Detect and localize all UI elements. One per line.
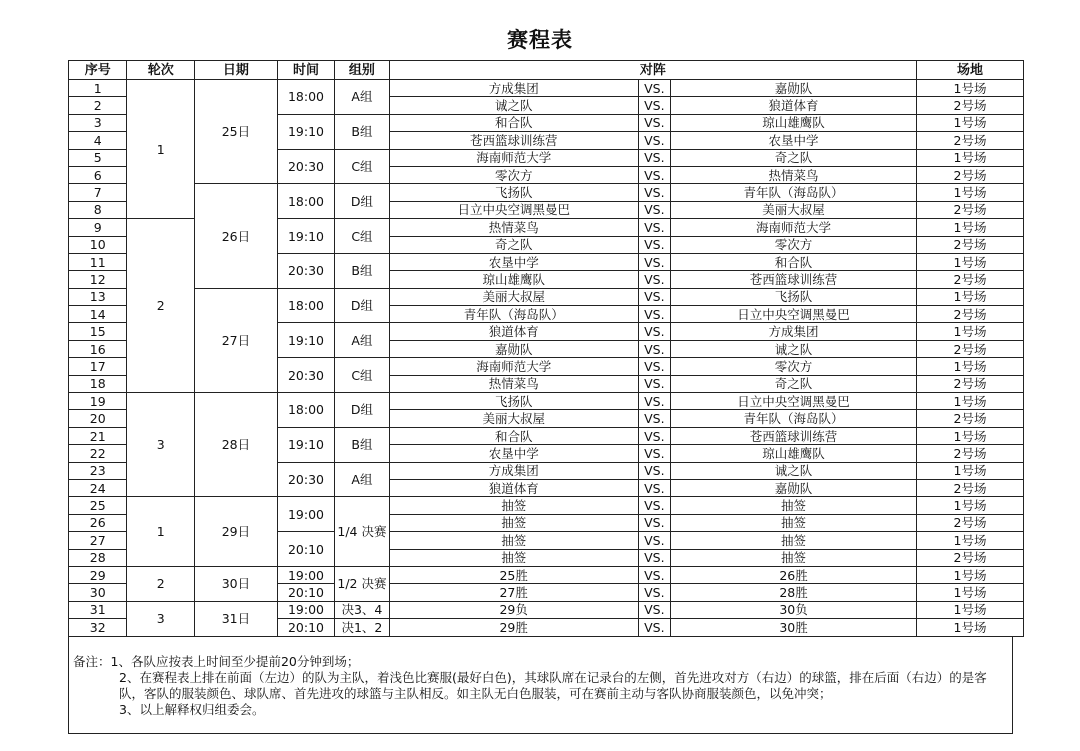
cell-vs: VS.	[638, 532, 670, 549]
cell-vs: VS.	[638, 323, 670, 340]
cell-no: 3	[69, 114, 127, 131]
schedule-body	[69, 80, 1024, 637]
cell-away-team: 方成集团	[671, 323, 917, 340]
cell-away-team: 30负	[671, 601, 917, 618]
table-row	[69, 601, 1024, 618]
cell-group: C组	[335, 358, 389, 393]
cell-home-team: 美丽大叔屋	[389, 288, 638, 305]
table-header-row	[69, 61, 1024, 80]
cell-away-team: 日立中央空调黑曼巴	[671, 393, 917, 410]
cell-time: 19:10	[277, 427, 334, 462]
cell-home-team: 29负	[389, 601, 638, 618]
cell-no: 31	[69, 601, 127, 618]
cell-no: 14	[69, 306, 127, 323]
cell-no: 13	[69, 288, 127, 305]
cell-home-team: 方成集团	[389, 80, 638, 97]
cell-away-team: 奇之队	[671, 149, 917, 166]
cell-away-team: 抽签	[671, 532, 917, 549]
cell-home-team: 诚之队	[389, 97, 638, 114]
cell-away-team: 零次方	[671, 358, 917, 375]
cell-venue: 2号场	[917, 306, 1024, 323]
cell-away-team: 26胜	[671, 566, 917, 583]
cell-date: 26日	[195, 184, 278, 288]
cell-vs: VS.	[638, 427, 670, 444]
cell-date: 29日	[195, 497, 278, 567]
cell-time: 20:10	[277, 532, 334, 567]
cell-home-team: 狼道体育	[389, 479, 638, 496]
cell-venue: 1号场	[917, 462, 1024, 479]
cell-vs: VS.	[638, 479, 670, 496]
cell-time: 18:00	[277, 80, 334, 115]
cell-no: 12	[69, 271, 127, 288]
cell-date: 25日	[195, 80, 278, 184]
cell-group: 1/4 决赛	[335, 497, 389, 567]
cell-venue: 2号场	[917, 340, 1024, 357]
cell-away-team: 诚之队	[671, 340, 917, 357]
cell-group: A组	[335, 323, 389, 358]
cell-away-team: 奇之队	[671, 375, 917, 392]
cell-venue: 2号场	[917, 549, 1024, 566]
cell-away-team: 抽签	[671, 549, 917, 566]
cell-vs: VS.	[638, 149, 670, 166]
page-title: 赛程表	[507, 28, 573, 52]
header-group: 组别	[335, 61, 389, 80]
cell-away-team: 日立中央空调黑曼巴	[671, 306, 917, 323]
cell-home-team: 海南师范大学	[389, 358, 638, 375]
cell-group: B组	[335, 427, 389, 462]
cell-no: 30	[69, 584, 127, 601]
cell-home-team: 抽签	[389, 497, 638, 514]
cell-home-team: 25胜	[389, 566, 638, 583]
cell-no: 6	[69, 166, 127, 183]
cell-no: 28	[69, 549, 127, 566]
cell-vs: VS.	[638, 201, 670, 218]
cell-no: 1	[69, 80, 127, 97]
cell-venue: 1号场	[917, 358, 1024, 375]
cell-vs: VS.	[638, 236, 670, 253]
table-row	[69, 80, 1024, 97]
cell-venue: 1号场	[917, 619, 1024, 636]
cell-vs: VS.	[638, 393, 670, 410]
cell-no: 9	[69, 219, 127, 236]
header-time: 时间	[277, 61, 334, 80]
cell-away-team: 28胜	[671, 584, 917, 601]
cell-time: 20:30	[277, 149, 334, 184]
cell-group: A组	[335, 462, 389, 497]
cell-vs: VS.	[638, 114, 670, 131]
table-row	[69, 288, 1024, 305]
cell-vs: VS.	[638, 514, 670, 531]
cell-home-team: 抽签	[389, 549, 638, 566]
cell-time: 19:10	[277, 114, 334, 149]
cell-venue: 1号场	[917, 253, 1024, 270]
cell-home-team: 嘉勋队	[389, 340, 638, 357]
cell-time: 20:30	[277, 358, 334, 393]
header-match: 对阵	[389, 61, 916, 80]
cell-venue: 2号场	[917, 132, 1024, 149]
header-date: 日期	[195, 61, 278, 80]
cell-home-team: 27胜	[389, 584, 638, 601]
cell-vs: VS.	[638, 340, 670, 357]
cell-away-team: 嘉勋队	[671, 80, 917, 97]
cell-vs: VS.	[638, 219, 670, 236]
note-line-2: 2、在赛程表上排在前面（左边）的队为主队，着浅色比赛服(最好白色)，其球队席在记录台的左侧，首先进攻对方（右边）的球篮，排在后面（右边）的是客队，客队的服装颜色、球队席、首先进攻的球篮与主队相反。如主队无白色服装，可在赛前主动与客队协商服装颜色，以免冲突；	[119, 670, 987, 701]
cell-no: 18	[69, 375, 127, 392]
cell-home-team: 日立中央空调黑曼巴	[389, 201, 638, 218]
cell-venue: 2号场	[917, 166, 1024, 183]
cell-time: 20:10	[277, 584, 334, 601]
cell-away-team: 琼山雄鹰队	[671, 114, 917, 131]
cell-vs: VS.	[638, 358, 670, 375]
cell-group: B组	[335, 114, 389, 149]
cell-time: 18:00	[277, 184, 334, 219]
cell-away-team: 狼道体育	[671, 97, 917, 114]
cell-venue: 2号场	[917, 97, 1024, 114]
cell-no: 10	[69, 236, 127, 253]
cell-venue: 1号场	[917, 114, 1024, 131]
cell-vs: VS.	[638, 549, 670, 566]
cell-home-team: 零次方	[389, 166, 638, 183]
cell-vs: VS.	[638, 184, 670, 201]
cell-venue: 2号场	[917, 201, 1024, 218]
cell-vs: VS.	[638, 306, 670, 323]
cell-away-team: 苍西篮球训练营	[671, 271, 917, 288]
cell-venue: 1号场	[917, 219, 1024, 236]
cell-vs: VS.	[638, 584, 670, 601]
cell-vs: VS.	[638, 497, 670, 514]
cell-no: 23	[69, 462, 127, 479]
cell-no: 19	[69, 393, 127, 410]
cell-home-team: 美丽大叔屋	[389, 410, 638, 427]
cell-home-team: 飞扬队	[389, 393, 638, 410]
cell-away-team: 农垦中学	[671, 132, 917, 149]
cell-no: 8	[69, 201, 127, 218]
cell-no: 26	[69, 514, 127, 531]
cell-vs: VS.	[638, 132, 670, 149]
cell-no: 7	[69, 184, 127, 201]
cell-time: 19:00	[277, 601, 334, 618]
cell-group: 决3、4	[335, 601, 389, 618]
cell-away-team: 热情菜鸟	[671, 166, 917, 183]
cell-group: 决1、2	[335, 619, 389, 636]
cell-vs: VS.	[638, 166, 670, 183]
cell-venue: 1号场	[917, 288, 1024, 305]
cell-no: 15	[69, 323, 127, 340]
cell-venue: 1号场	[917, 497, 1024, 514]
cell-venue: 1号场	[917, 393, 1024, 410]
cell-venue: 2号场	[917, 271, 1024, 288]
cell-home-team: 狼道体育	[389, 323, 638, 340]
cell-away-team: 30胜	[671, 619, 917, 636]
cell-away-team: 零次方	[671, 236, 917, 253]
table-row	[69, 393, 1024, 410]
cell-group: B组	[335, 253, 389, 288]
header-venue: 场地	[917, 61, 1024, 80]
cell-home-team: 农垦中学	[389, 253, 638, 270]
cell-away-team: 苍西篮球训练营	[671, 427, 917, 444]
cell-venue: 1号场	[917, 149, 1024, 166]
cell-venue: 2号场	[917, 514, 1024, 531]
cell-vs: VS.	[638, 288, 670, 305]
table-row	[69, 184, 1024, 201]
cell-venue: 1号场	[917, 532, 1024, 549]
cell-time: 20:30	[277, 253, 334, 288]
cell-venue: 2号场	[917, 236, 1024, 253]
cell-vs: VS.	[638, 97, 670, 114]
cell-time: 20:30	[277, 462, 334, 497]
cell-away-team: 飞扬队	[671, 288, 917, 305]
cell-time: 19:00	[277, 497, 334, 532]
cell-round: 3	[127, 393, 195, 497]
cell-round: 1	[127, 80, 195, 219]
cell-home-team: 热情菜鸟	[389, 375, 638, 392]
cell-home-team: 抽签	[389, 514, 638, 531]
cell-no: 21	[69, 427, 127, 444]
note-line-1: 备注：1、各队应按表上时间至少提前20分钟到场；	[73, 654, 360, 669]
cell-vs: VS.	[638, 601, 670, 618]
cell-away-team: 青年队（海岛队）	[671, 184, 917, 201]
cell-group: D组	[335, 184, 389, 219]
cell-away-team: 诚之队	[671, 462, 917, 479]
cell-home-team: 和合队	[389, 114, 638, 131]
cell-vs: VS.	[638, 271, 670, 288]
cell-home-team: 琼山雄鹰队	[389, 271, 638, 288]
cell-venue: 2号场	[917, 479, 1024, 496]
cell-away-team: 嘉勋队	[671, 479, 917, 496]
table-row	[69, 566, 1024, 583]
notes-box	[68, 636, 1013, 734]
cell-no: 5	[69, 149, 127, 166]
cell-vs: VS.	[638, 445, 670, 462]
cell-venue: 1号场	[917, 184, 1024, 201]
cell-home-team: 29胜	[389, 619, 638, 636]
cell-venue: 1号场	[917, 323, 1024, 340]
cell-group: D组	[335, 393, 389, 428]
cell-home-team: 和合队	[389, 427, 638, 444]
cell-home-team: 热情菜鸟	[389, 219, 638, 236]
cell-group: D组	[335, 288, 389, 323]
cell-venue: 1号场	[917, 584, 1024, 601]
cell-date: 27日	[195, 288, 278, 392]
cell-venue: 1号场	[917, 601, 1024, 618]
cell-away-team: 琼山雄鹰队	[671, 445, 917, 462]
cell-venue: 2号场	[917, 445, 1024, 462]
cell-home-team: 农垦中学	[389, 445, 638, 462]
cell-home-team: 海南师范大学	[389, 149, 638, 166]
cell-round: 2	[127, 566, 195, 601]
cell-no: 17	[69, 358, 127, 375]
cell-vs: VS.	[638, 375, 670, 392]
cell-date: 31日	[195, 601, 278, 636]
cell-vs: VS.	[638, 566, 670, 583]
table-row	[69, 497, 1024, 514]
cell-venue: 2号场	[917, 375, 1024, 392]
cell-vs: VS.	[638, 253, 670, 270]
cell-home-team: 方成集团	[389, 462, 638, 479]
cell-away-team: 抽签	[671, 514, 917, 531]
cell-group: C组	[335, 149, 389, 184]
cell-time: 19:00	[277, 566, 334, 583]
header-round: 轮次	[127, 61, 195, 80]
cell-no: 32	[69, 619, 127, 636]
cell-home-team: 飞扬队	[389, 184, 638, 201]
cell-away-team: 和合队	[671, 253, 917, 270]
cell-time: 19:10	[277, 219, 334, 254]
schedule-table	[68, 60, 1024, 637]
cell-no: 27	[69, 532, 127, 549]
cell-venue: 1号场	[917, 427, 1024, 444]
cell-away-team: 海南师范大学	[671, 219, 917, 236]
header-no: 序号	[69, 61, 127, 80]
cell-vs: VS.	[638, 462, 670, 479]
cell-no: 29	[69, 566, 127, 583]
cell-no: 22	[69, 445, 127, 462]
cell-home-team: 奇之队	[389, 236, 638, 253]
cell-away-team: 美丽大叔屋	[671, 201, 917, 218]
note-line-3: 3、以上解释权归组委会。	[119, 702, 265, 717]
cell-time: 18:00	[277, 288, 334, 323]
cell-vs: VS.	[638, 619, 670, 636]
cell-home-team: 青年队（海岛队）	[389, 306, 638, 323]
cell-no: 20	[69, 410, 127, 427]
cell-no: 24	[69, 479, 127, 496]
cell-vs: VS.	[638, 410, 670, 427]
cell-group: 1/2 决赛	[335, 566, 389, 601]
cell-no: 4	[69, 132, 127, 149]
cell-date: 28日	[195, 393, 278, 497]
cell-venue: 1号场	[917, 80, 1024, 97]
cell-vs: VS.	[638, 80, 670, 97]
cell-no: 16	[69, 340, 127, 357]
cell-no: 11	[69, 253, 127, 270]
cell-venue: 1号场	[917, 566, 1024, 583]
cell-round: 2	[127, 219, 195, 393]
cell-group: A组	[335, 80, 389, 115]
cell-round: 1	[127, 497, 195, 567]
cell-no: 2	[69, 97, 127, 114]
cell-away-team: 抽签	[671, 497, 917, 514]
cell-no: 25	[69, 497, 127, 514]
cell-time: 18:00	[277, 393, 334, 428]
cell-time: 20:10	[277, 619, 334, 636]
cell-home-team: 苍西篮球训练营	[389, 132, 638, 149]
cell-date: 30日	[195, 566, 278, 601]
cell-home-team: 抽签	[389, 532, 638, 549]
cell-time: 19:10	[277, 323, 334, 358]
cell-venue: 2号场	[917, 410, 1024, 427]
cell-group: C组	[335, 219, 389, 254]
cell-away-team: 青年队（海岛队）	[671, 410, 917, 427]
cell-round: 3	[127, 601, 195, 636]
